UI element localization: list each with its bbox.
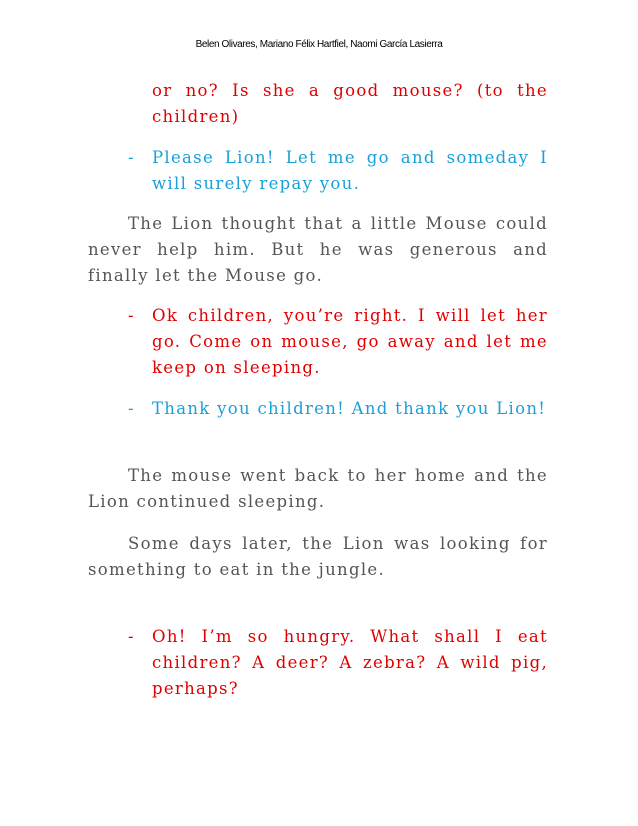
lion-dialogue-text: Ok children, you’re right. I will let her go. Come on mouse, go away and let me keep on sleeping.	[152, 306, 548, 377]
lion-dialogue-text: Oh! I’m so hungry. What shall I eat children? A deer? A zebra? A wild pig, perhaps?	[152, 627, 548, 698]
dialogue-dash: -	[128, 306, 135, 325]
dialogue-dash: -	[128, 627, 135, 646]
mouse-dialogue-text: Please Lion! Let me go and someday I will surely repay you.	[152, 148, 548, 193]
narration-paragraph: The mouse went back to her home and the Lion continued sleeping.	[88, 466, 548, 511]
dialogue-dash: -	[128, 399, 135, 418]
lion-dialogue-hungry	[128, 624, 548, 702]
lion-dialogue-continued: or no? Is she a good mouse? (to the children)	[152, 81, 548, 126]
mouse-dialogue-text: Thank you children! And thank you Lion!	[152, 399, 547, 418]
mouse-dialogue-thanks	[128, 396, 548, 422]
narration-paragraph: The Lion thought that a little Mouse could never help him. But he was generous and finally let the Mouse go.	[88, 214, 548, 285]
dialogue-dash: -	[128, 148, 135, 167]
page-header-authors: Belen Olivares, Mariano Félix Hartfiel, Naomi García Lasierra	[195, 39, 443, 50]
lion-dialogue-release	[128, 303, 548, 381]
narration-paragraph: Some days later, the Lion was looking for something to eat in the jungle.	[88, 534, 548, 579]
mouse-dialogue-plea	[128, 145, 548, 197]
